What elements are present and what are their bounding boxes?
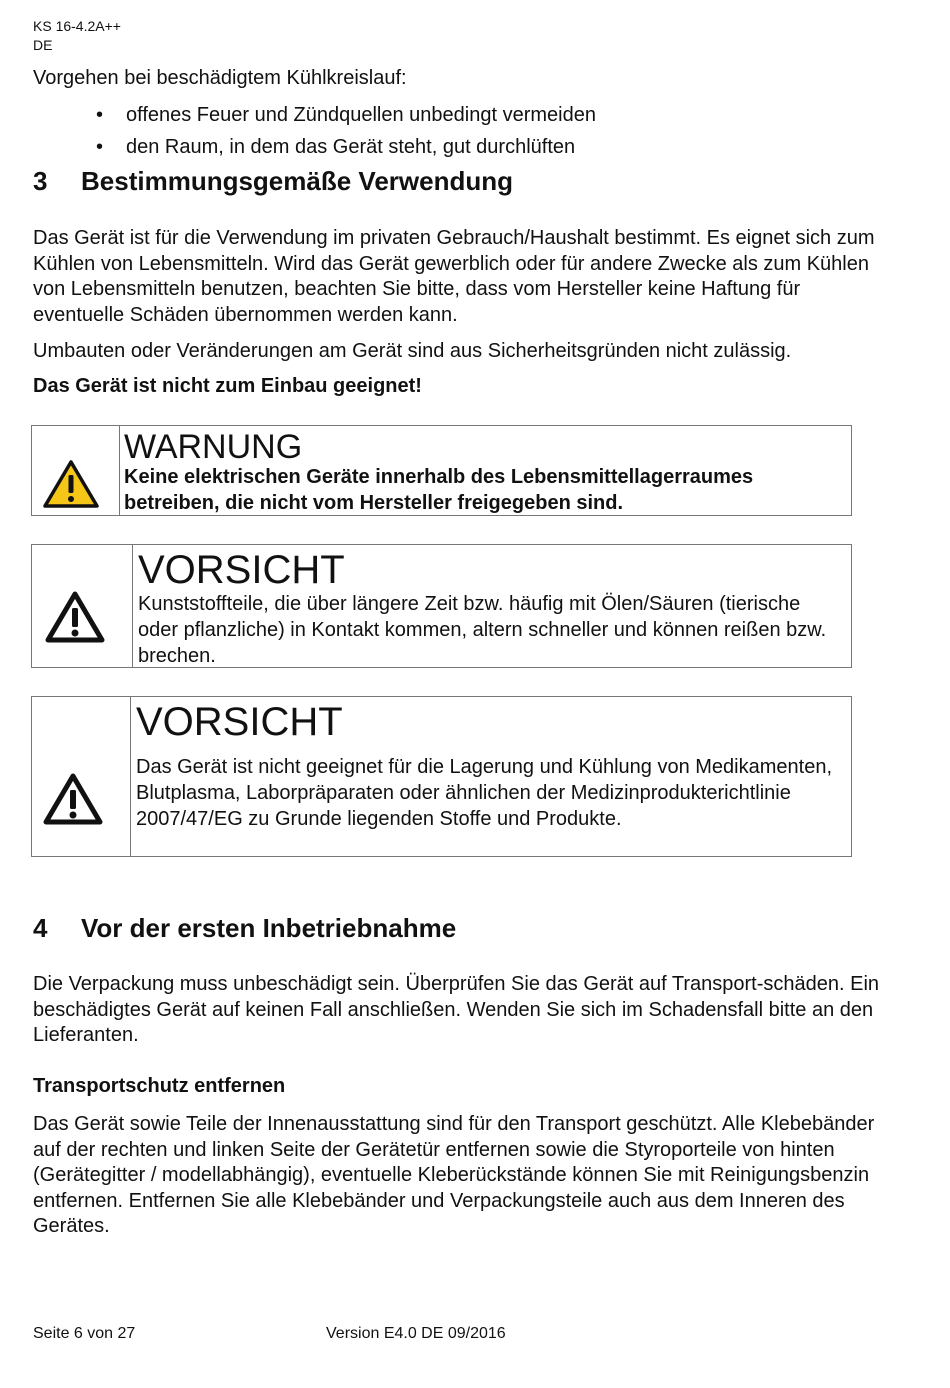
footer-version: Version E4.0 DE 09/2016 bbox=[326, 1325, 506, 1342]
notice-heading: VORSICHT bbox=[136, 700, 343, 744]
warning-triangle-yellow-icon bbox=[42, 459, 100, 509]
notice-icon-cell bbox=[32, 426, 120, 515]
warning-triangle-icon bbox=[43, 773, 103, 825]
notice-heading: VORSICHT bbox=[138, 548, 345, 592]
section-title: Vor der ersten Inbetriebnahme bbox=[81, 913, 457, 943]
intro-text: Vorgehen bei beschädigtem Kühlkreislauf: bbox=[33, 67, 407, 89]
section-3-paragraph-1: Das Gerät ist für die Verwendung im privaten Gebrauch/Haushalt bestimmt. Es eignet sich zum Kühlen von Lebensmitteln. Wird das Gerät gewerblich oder für andere Zwecke als zum Kühlen von Lebensmitteln benutzen, beachten Sie bitte, dass vom Hersteller keine Haftung für eventuelle Schäden übernommen werden kann. bbox=[33, 227, 875, 326]
warning-triangle-icon bbox=[45, 591, 105, 643]
bullet-icon: • bbox=[96, 136, 104, 158]
notice-text: Das Gerät ist nicht geeignet für die Lagerung und Kühlung von Medikamenten, Blutplasma, Laborpräparaten oder ähnlichen der Medizinprodukterichtlinie 2007/47/EG zu Grunde liegenden Stoffe und Produkte. bbox=[136, 756, 832, 830]
header-model: KS 16-4.2A++ bbox=[33, 18, 121, 34]
notice-text: Keine elektrischen Geräte innerhalb des Lebensmittellagerraumes betreiben, die nicht vom Hersteller freigegeben sind. bbox=[124, 466, 754, 514]
subheading: Transportschutz entfernen bbox=[33, 1075, 286, 1097]
bullet-item bbox=[96, 102, 856, 128]
caution-notice bbox=[31, 544, 852, 668]
section-3-heading bbox=[33, 166, 893, 196]
notice-heading: WARNUNG bbox=[124, 428, 303, 466]
section-4-heading bbox=[33, 913, 893, 943]
section-4-paragraph-1: Die Verpackung muss unbeschädigt sein. Überprüfen Sie das Gerät auf Transport-schäden. Ein beschädigtes Gerät auf keinen Fall anschließen. Wenden Sie sich im Schadensfall bitte an den Lieferanten. bbox=[33, 973, 880, 1046]
bullet-text: den Raum, in dem das Gerät steht, gut durchlüften bbox=[126, 136, 576, 158]
caution-notice bbox=[31, 696, 852, 857]
footer-page-number: Seite 6 von 27 bbox=[33, 1325, 136, 1342]
warning-notice bbox=[31, 425, 852, 516]
section-number: 3 bbox=[33, 166, 48, 196]
notice-icon-cell bbox=[32, 545, 133, 667]
bullet-text: offenes Feuer und Zündquellen unbedingt vermeiden bbox=[126, 104, 596, 126]
bullet-icon: • bbox=[96, 104, 104, 126]
section-3-paragraph-2: Umbauten oder Veränderungen am Gerät sind aus Sicherheitsgründen nicht zulässig. bbox=[33, 340, 792, 362]
section-number: 4 bbox=[33, 913, 48, 943]
notice-icon-cell bbox=[32, 697, 131, 856]
notice-text: Kunststoffteile, die über längere Zeit bzw. häufig mit Ölen/Säuren (tierische oder pflanzliche) in Kontakt kommen, altern schneller und können reißen bzw. brechen. bbox=[138, 593, 827, 667]
section-title: Bestimmungsgemäße Verwendung bbox=[81, 166, 513, 196]
section-4-paragraph-2: Das Gerät sowie Teile der Innenausstattung sind für den Transport geschützt. Alle Klebebänder auf der rechten und linken Seite der Gerätetür entfernen sowie die Styroporteile von hinten (Gerätegitter / modellabhängig), eventuelle Kleberückstände können Sie mit Reinigungsbenzin entfernen. Entfernen Sie alle Klebebänder und Verpackungsteile auch aus dem Inneren des Gerätes. bbox=[33, 1113, 875, 1237]
bullet-item bbox=[96, 134, 856, 160]
header-language: DE bbox=[33, 37, 53, 53]
section-3-paragraph-3: Das Gerät ist nicht zum Einbau geeignet! bbox=[33, 375, 422, 397]
